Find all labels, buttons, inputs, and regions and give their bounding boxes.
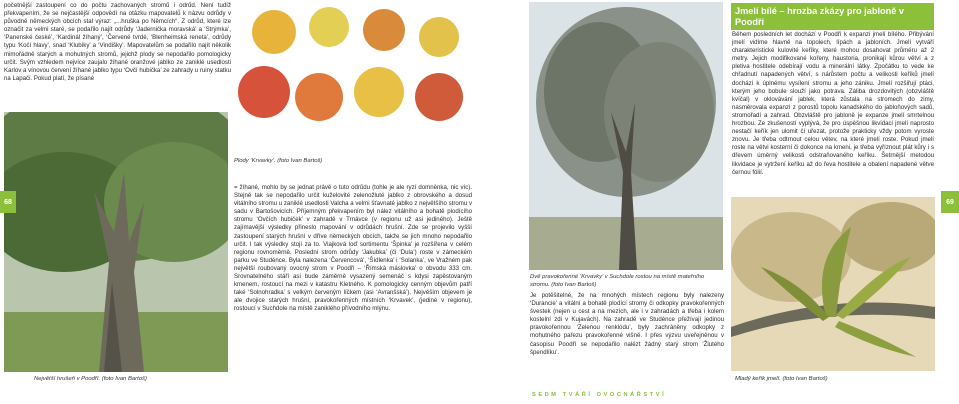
krvavka-pear-trees-caption: Dvě pravokořenné ‘Krvavky’ v Suchdole rostou na místě mateřního stromu. (foto Ivan Bartoš)	[530, 274, 705, 288]
sidebar-text: Během posledních let dochází v Poodří k expanzi jmelí bílého. Přibývání jmelí vidíme hlavně na topolech, lípách a jabloních. Jmelí vytváří charakteristické kulovité keříky, které mohou dosahovat průměru až 2 metry. Jejich modifikované kořeny, haustoria, pronikají kůrou větví a z pletiva hostitele odebírají vodu a minerální látky. Zpočátku to vede ke chřadnutí napadených větví, s nárůstem počtu a velikosti keříků jmelí dochází k úplnému vysílení stromu a jeho zániku. Jmelí rozšiřují ptáci, kterým jeho bobule slouží jako potrava. Záliba drozdovitých (obzvláště kvíčal) v oklovávání jablek, která zůstala na stromech do zimy, nasměrovala expanzi z porostů topolu kanadského do jabloňových sadů, stromořadí a zahrad. Obzvláště pro jabloně je expanze jmelí smrtelnou hrozbou. Ze zkušeností vyplývá, že pro úspěšnou likvidaci jmelí naprosto nestačí keřík jen ulomit či uřezat, protože prakticky vždy potom vyroste znovu. Je třeba odtrnout celou větev, na které jmelí roste. Pokud jmelí roste na větvi kosterní či dokonce na kmeni, je třeba vyříznout plát kůry i s dřevem úměrný velikosti odstraňovaného keříku. Šetrnější metodou likvidace je vytržení keříku až do řeva hostitele a obalení napadené větve černou fólií.	[732, 31, 934, 176]
book-footer: SEDM TVÁŘÍ OVOCNÁŘSTVÍ	[532, 392, 667, 398]
page-number-tab-right: 69	[941, 191, 959, 213]
largest-pear-tree-caption: Největší hrušeň v Poodří. (foto Ivan Bartoš)	[34, 376, 147, 382]
mistletoe-photo	[731, 197, 935, 371]
krvavka-apples-photo	[234, 2, 472, 130]
right-body-text: Je potěšitelné, že na mnohých místech regionu byly nalezeny ‘Durancie’ a vitální a bohatě plodící stromy či odkopky pravokořenných švestek (nejen u cest a na mezích, ale i v zahradách a třeba i kolem kostelní zdi v Kujavách). Na zahradě ve Studénce přežívají jedinou pravokořennou ‘Zelenou renklódu’, byly zachráněny odkopky z mohutného pařezu pravokořenné višně. I přes výzvu uveřejněnou v časopisu Poodří se nepodařilo nalézt žádný starý strom ‘Žlutého špendlíku’.	[530, 292, 724, 356]
sidebar-title: Jmelí bílé – hrozba zkázy pro jabloně v Poodří	[731, 3, 934, 30]
largest-pear-tree-photo	[4, 112, 228, 372]
page-number-tab-left: 68	[0, 191, 16, 213]
mistletoe-caption: Mladý keřík jmelí. (foto Ivan Bartoš)	[735, 376, 828, 382]
left-column-text: početnější zastoupení co do počtu zachovaných stromů i odrůd. Není tudíž překvapením, že se nejčastější odpovědí na otázku mapovatelů k názvu odrůdy v původně německých obcích stal výraz: „...hruška po Němcích“. Z odrůd, které lze označit za velmi staré, se podařilo najít odrůdy ‘Jadernička moravská’ a ‘Strýmka’, ‘Panenské české’, ‘Kardinál žíhaný’, ‘Červené tvrdé, ‘Blenheimská reneta’, odrůdy typu ‘Kočí hlavy’, snad ‘Klubíky’ a ‘Vindišky’. Mapovatelům se podařilo najít několik mimořádně starých a mohutných stromů, jejichž plody se nepodařilo pomologicky určit. Svým vzhledem nejvíce zaujalo žíhané oranžové jablko ze zaniklé usedlosti Karlov a vínovou červení žíhané jablko typu ‘Ovčí hubička’ ze zahrady u ruiny statku na Lapači. Pokud platí, že písané	[4, 2, 231, 82]
krvavka-pear-trees-photo	[529, 2, 723, 270]
krvavka-apples-caption: Plody ‘Krvavky’. (foto Ivan Bartoš)	[234, 158, 323, 164]
left-second-column-text: = žíhané, mohlo by se jednat právě o tuto odrůdu (tohle je ale ryzí domněnka, nic víc). Stejně tak se nepodařilo určit kuželovité zelenožluté jablko z obrovského a dosud vitálního stromu u zaniklé usedlosti Valcha a velmi šťavnaté jablko z největšího stromu v sadu v Bartošovicích. Příjemným překvapením byl nález vitálního a bohatě plodícího stromu ‘Ovčích hubiček’ v zahradě v Trnávce (v regionu už asi jediného). Ještě zajímavější výsledky přineslo mapování v odrůdách hrušní. Zde se projevilo vyšší zastoupení starých hrušní v dříve německých obcích, takže se jich mnoho nepodařilo určit. I tak výsledky stojí za to. Viajková loď sortimentu ‘Špinka’ je rozšířena v celém regionu rovnoměrně. Poslední strom odrůdy ‘Jakubka’ (či ‘Dula’) roste v zámeckém parku ve Studénce. Byla nalezena ‘Červencová’, ‘Šídlenka’ i ‘Solanka’, ve Vražném pak největší roubovaný ovocný strom v Poodří – ‘Římská máslovka’ o obvodu 333 cm. Srovnatelného stáří asi bude záměrně vysazený semenáč s kdysi zapěstovaným kmenem, rostoucí na mezi v katastru Kletného. K pomologicky cenným objevům patří také ‘Solnohradka’ s velkým červeným líčkem (asi ‘Avranšská’). Nejvěším objevem je ale dvojice starých hrušní, pravokořenných místních ‘Krvavek’, (jediné v regionu), rostoucí v Suchdole na místě zaniklého přívodního mlýnu.	[234, 184, 472, 313]
